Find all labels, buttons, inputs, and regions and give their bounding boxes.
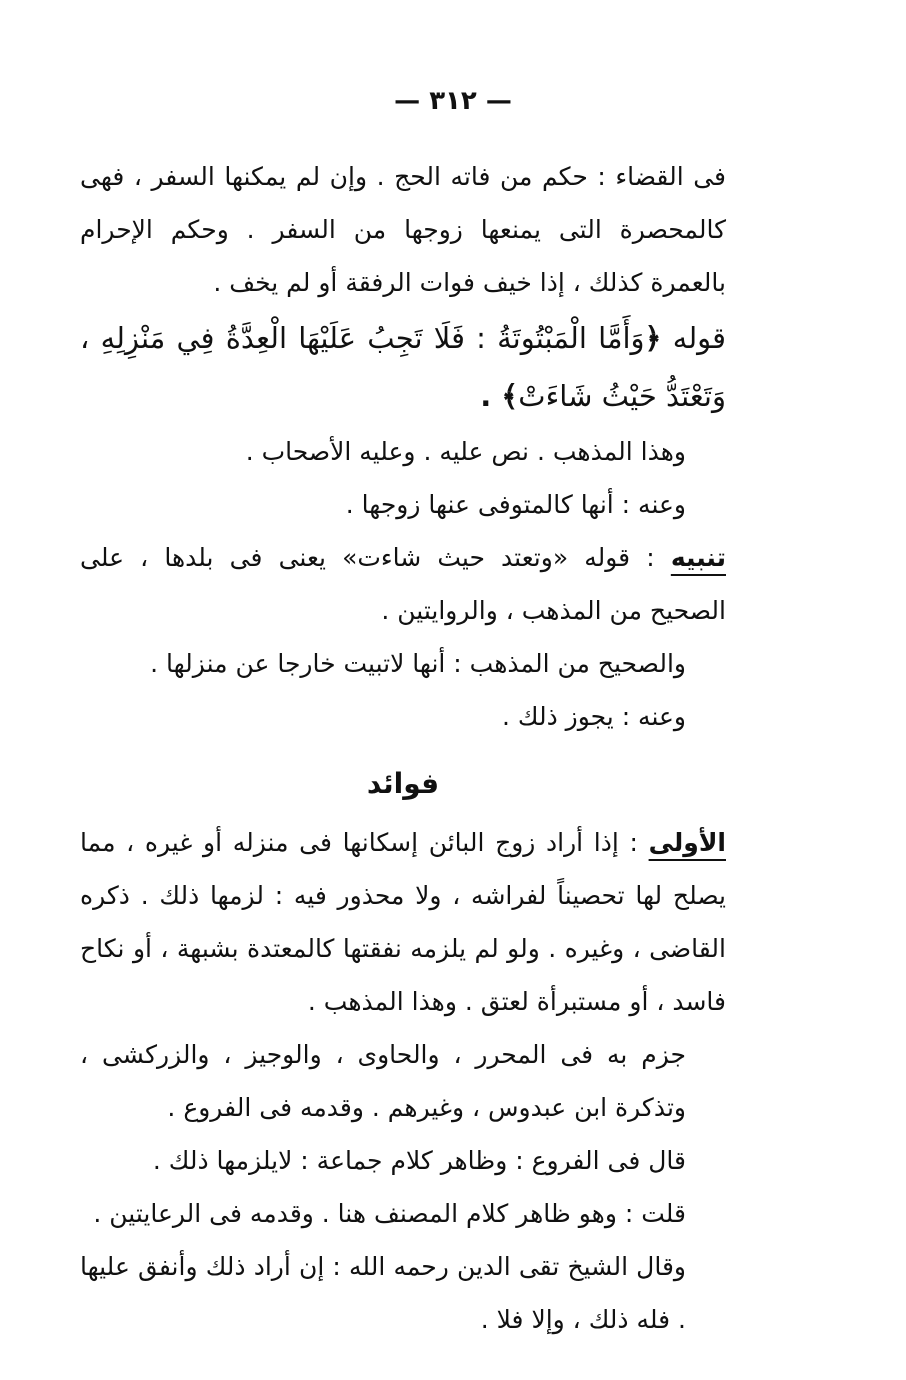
notice-paragraph <box>80 531 726 637</box>
paragraph: وهذا المذهب . نص عليه . وعليه الأصحاب . <box>245 437 686 466</box>
paragraph: قال فى الفروع : وظاهر كلام جماعة : لايلزمها ذلك . <box>152 1146 686 1175</box>
first-benefit-label: الأولى <box>648 828 726 857</box>
quoted-verse <box>80 309 726 425</box>
page-body <box>80 150 726 1346</box>
paragraph: وقال الشيخ تقى الدين رحمه الله : إن أراد ذلك وأنفق عليها . فله ذلك ، وإلا فلا . <box>80 1252 686 1334</box>
notice-label: تنبيه <box>670 543 726 572</box>
page-number: — ٣١٢ — <box>394 86 512 116</box>
paragraph: فى القضاء : حكم من فاته الحج . وإن لم يمكنها السفر ، فهى كالمحصرة التى يمنعها زوجها من السفر . وحكم الإحرام بالعمرة كذلك ، إذا خيف فوات الرفقة أو لم يخف . <box>80 162 726 297</box>
verse-open-bracket: ﴿ <box>644 321 662 355</box>
verse-prefix: قوله <box>672 321 726 355</box>
section-heading: فوائد <box>366 767 440 800</box>
paragraph: وعنه : أنها كالمتوفى عنها زوجها . <box>345 490 686 519</box>
first-benefit-paragraph <box>80 816 726 1028</box>
paragraph: والصحيح من المذهب : أنها لاتبيت خارجا عن منزلها . <box>150 649 686 678</box>
verse-text: وَأَمَّا الْمَبْتُوتَةُ : فَلَا تَجِبُ عَلَيْهَا الْعِدَّةُ فِي مَنْزِلِهِ ، وَتَعْتَدُّ حَيْثُ شَاءَتْ <box>80 321 726 413</box>
paragraph: وعنه : يجوز ذلك . <box>502 702 686 731</box>
notice-text: : قوله «وتعتد حيث شاءت» يعنى فى بلدها ، على الصحيح من المذهب ، والروايتين . <box>80 543 726 625</box>
paragraph: قلت : وهو ظاهر كلام المصنف هنا . وقدمه فى الرعايتين . <box>93 1199 686 1228</box>
first-benefit-text: : إذا أراد زوج البائن إسكانها فى منزله أو غيره ، مما يصلح لها تحصيناً لفراشه ، ولا محذور فيه : لزمها ذلك . ذكره القاضى ، وغيره . ولو لم يلزمه نفقتها كالمعتدة بشبهة ، أو نكاح فاسد ، أو مستبرأة لعتق . وهذا المذهب . <box>80 828 726 1016</box>
paragraph: جزم به فى المحرر ، والحاوى ، والوجيز ، والزركشى ، وتذكرة ابن عبدوس ، وغيرهم . وقدمه فى الفروع . <box>80 1040 686 1122</box>
verse-close-bracket: ﴾ . <box>480 379 519 413</box>
